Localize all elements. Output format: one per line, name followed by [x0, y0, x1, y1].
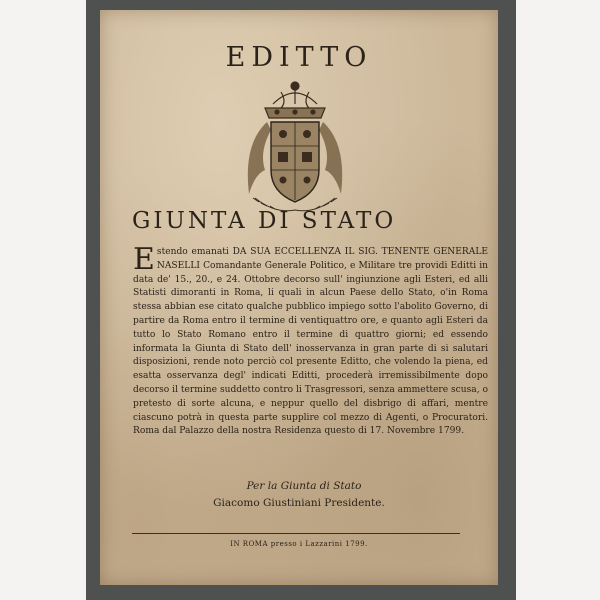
drop-cap: E [133, 242, 155, 277]
coat-of-arms-icon [225, 74, 365, 218]
issuer-heading: GIUNTA DI STATO [132, 208, 397, 234]
edict-body-text: stendo emanati DA SUA ECCELLENZA IL SIG. TENENTE GENERALE NASELLI Comandante Generale Politico, e Militare tre providi Editti in data de' 15., 20., e 24. Ottobre decorso sull' ingiunzione agli Esteri, ed alli Statisti dimoranti in Roma, li quali in alcun Paese dello Stato, o'in Roma stessa abbian ese citato qualche pubblico impiego sotto l'abolito Governo, di partire da Roma entro il termine di ventiquattro ore, e quanto agli Esteri da tutto lo Stato Romano entro il termine di quattro giorni; ed essendo informata la Giunta di Stato dell' inosservanza in gran parte di si salutari disposizioni, rende noto perciò col presente Editto, che volendo la piena, ed esatta osservanza degl' indicati Editti, procederà irremissibilmente dopo decorso il termine suddetto contro li Trasgressori, senza ammettere scusa, o pretesto di sorte alcuna, e neppur quello del disbrigo di affari, mentre ciascuno potrà in questa parte supplire col mezzo di Agenti, o Procuratori. Roma dal Palazzo della nostra Residenza questo di 17. Novembre 1799. [133, 247, 488, 437]
signature-line-2: Giacomo Giustiniani Presidente. [213, 497, 385, 509]
edict-sheet [100, 10, 498, 585]
edict-title: EDITTO [225, 42, 373, 73]
signature-line-1: Per la Giunta di Stato [246, 480, 362, 492]
divider [132, 533, 460, 534]
signature-block [100, 478, 498, 512]
edict-body [133, 242, 488, 439]
printer-imprint: IN ROMA presso i Lazzarini 1799. [230, 540, 368, 548]
